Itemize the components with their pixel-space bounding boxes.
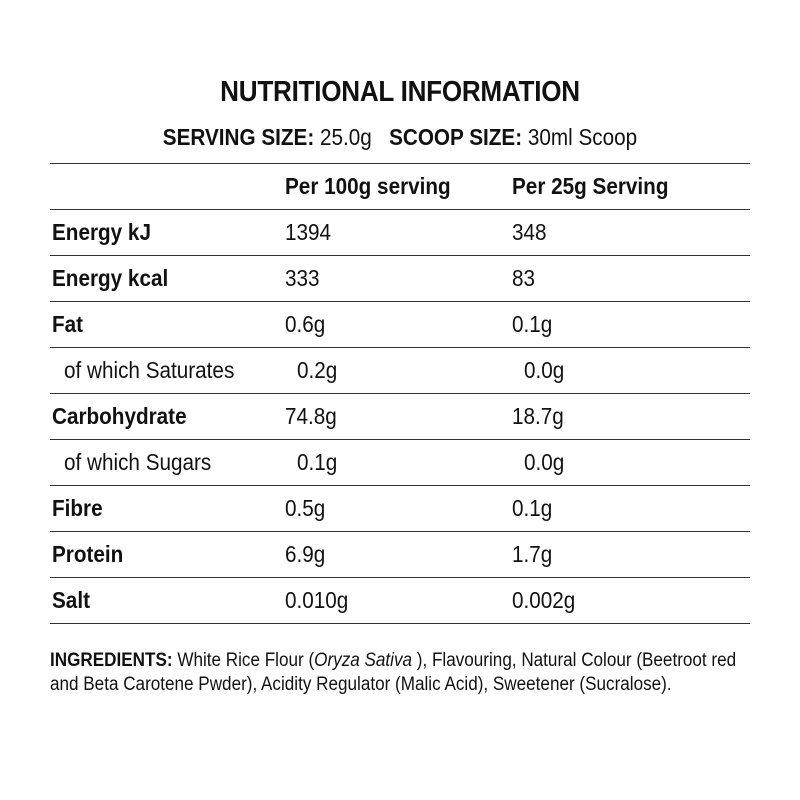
row-per-25g: 0.1g	[512, 311, 553, 337]
row-per-100g: 0.1g	[297, 449, 338, 475]
ingredients-latin-name: Oryza Sativa	[314, 650, 413, 671]
serving-size-value: 25.0g	[320, 124, 372, 150]
serving-info	[40, 124, 760, 151]
row-label: Energy kJ	[52, 219, 151, 245]
header-per-100g: Per 100g serving	[285, 173, 451, 199]
table-row	[50, 440, 750, 486]
row-per-100g: 0.5g	[285, 495, 326, 521]
header-per-25g: Per 25g Serving	[512, 173, 669, 199]
ingredients-label: INGREDIENTS:	[50, 650, 173, 671]
row-per-25g: 0.0g	[524, 449, 565, 475]
ingredients-text	[50, 649, 752, 697]
row-label: Salt	[52, 587, 90, 613]
row-per-25g: 0.0g	[524, 357, 565, 383]
table-header-row	[50, 164, 750, 210]
row-per-25g: 0.002g	[512, 587, 576, 613]
page-title: NUTRITIONAL INFORMATION	[220, 76, 580, 108]
row-per-100g: 0.2g	[297, 357, 338, 383]
row-per-100g: 74.8g	[285, 403, 337, 429]
row-per-25g: 83	[512, 265, 536, 291]
row-label: Protein	[52, 541, 124, 567]
scoop-size-value: 30ml Scoop	[527, 124, 638, 150]
table-row	[50, 210, 750, 256]
row-label: of which Saturates	[64, 357, 235, 383]
row-per-100g: 1394	[285, 219, 332, 245]
table-row	[50, 256, 750, 302]
ingredients-part-1: White Rice Flour (	[172, 650, 315, 671]
row-per-25g: 0.1g	[512, 495, 553, 521]
table-row	[50, 578, 750, 624]
table-row	[50, 486, 750, 532]
row-per-100g: 0.6g	[285, 311, 326, 337]
row-per-100g: 0.010g	[285, 587, 349, 613]
table-row	[50, 348, 750, 394]
scoop-size-label: SCOOP SIZE:	[389, 124, 523, 150]
table-row	[50, 302, 750, 348]
nutrition-table	[50, 163, 750, 624]
row-label: Carbohydrate	[52, 403, 187, 429]
table-row	[50, 532, 750, 578]
serving-size-label: SERVING SIZE:	[162, 124, 315, 150]
row-per-25g: 348	[512, 219, 547, 245]
row-label: of which Sugars	[64, 449, 212, 475]
table-row	[50, 394, 750, 440]
row-label: Fibre	[52, 495, 103, 521]
row-label: Fat	[52, 311, 84, 337]
ingredients-part-2: ), Flavouring, Natural Colour (Beetroot red and Beta Carotene Pwder), Acidity Regulator (Malic Acid), Sweetener (Sucralose).	[50, 650, 737, 695]
row-per-25g: 1.7g	[512, 541, 553, 567]
row-per-100g: 333	[285, 265, 320, 291]
row-label: Energy kcal	[52, 265, 169, 291]
row-per-25g: 18.7g	[512, 403, 564, 429]
row-per-100g: 6.9g	[285, 541, 326, 567]
